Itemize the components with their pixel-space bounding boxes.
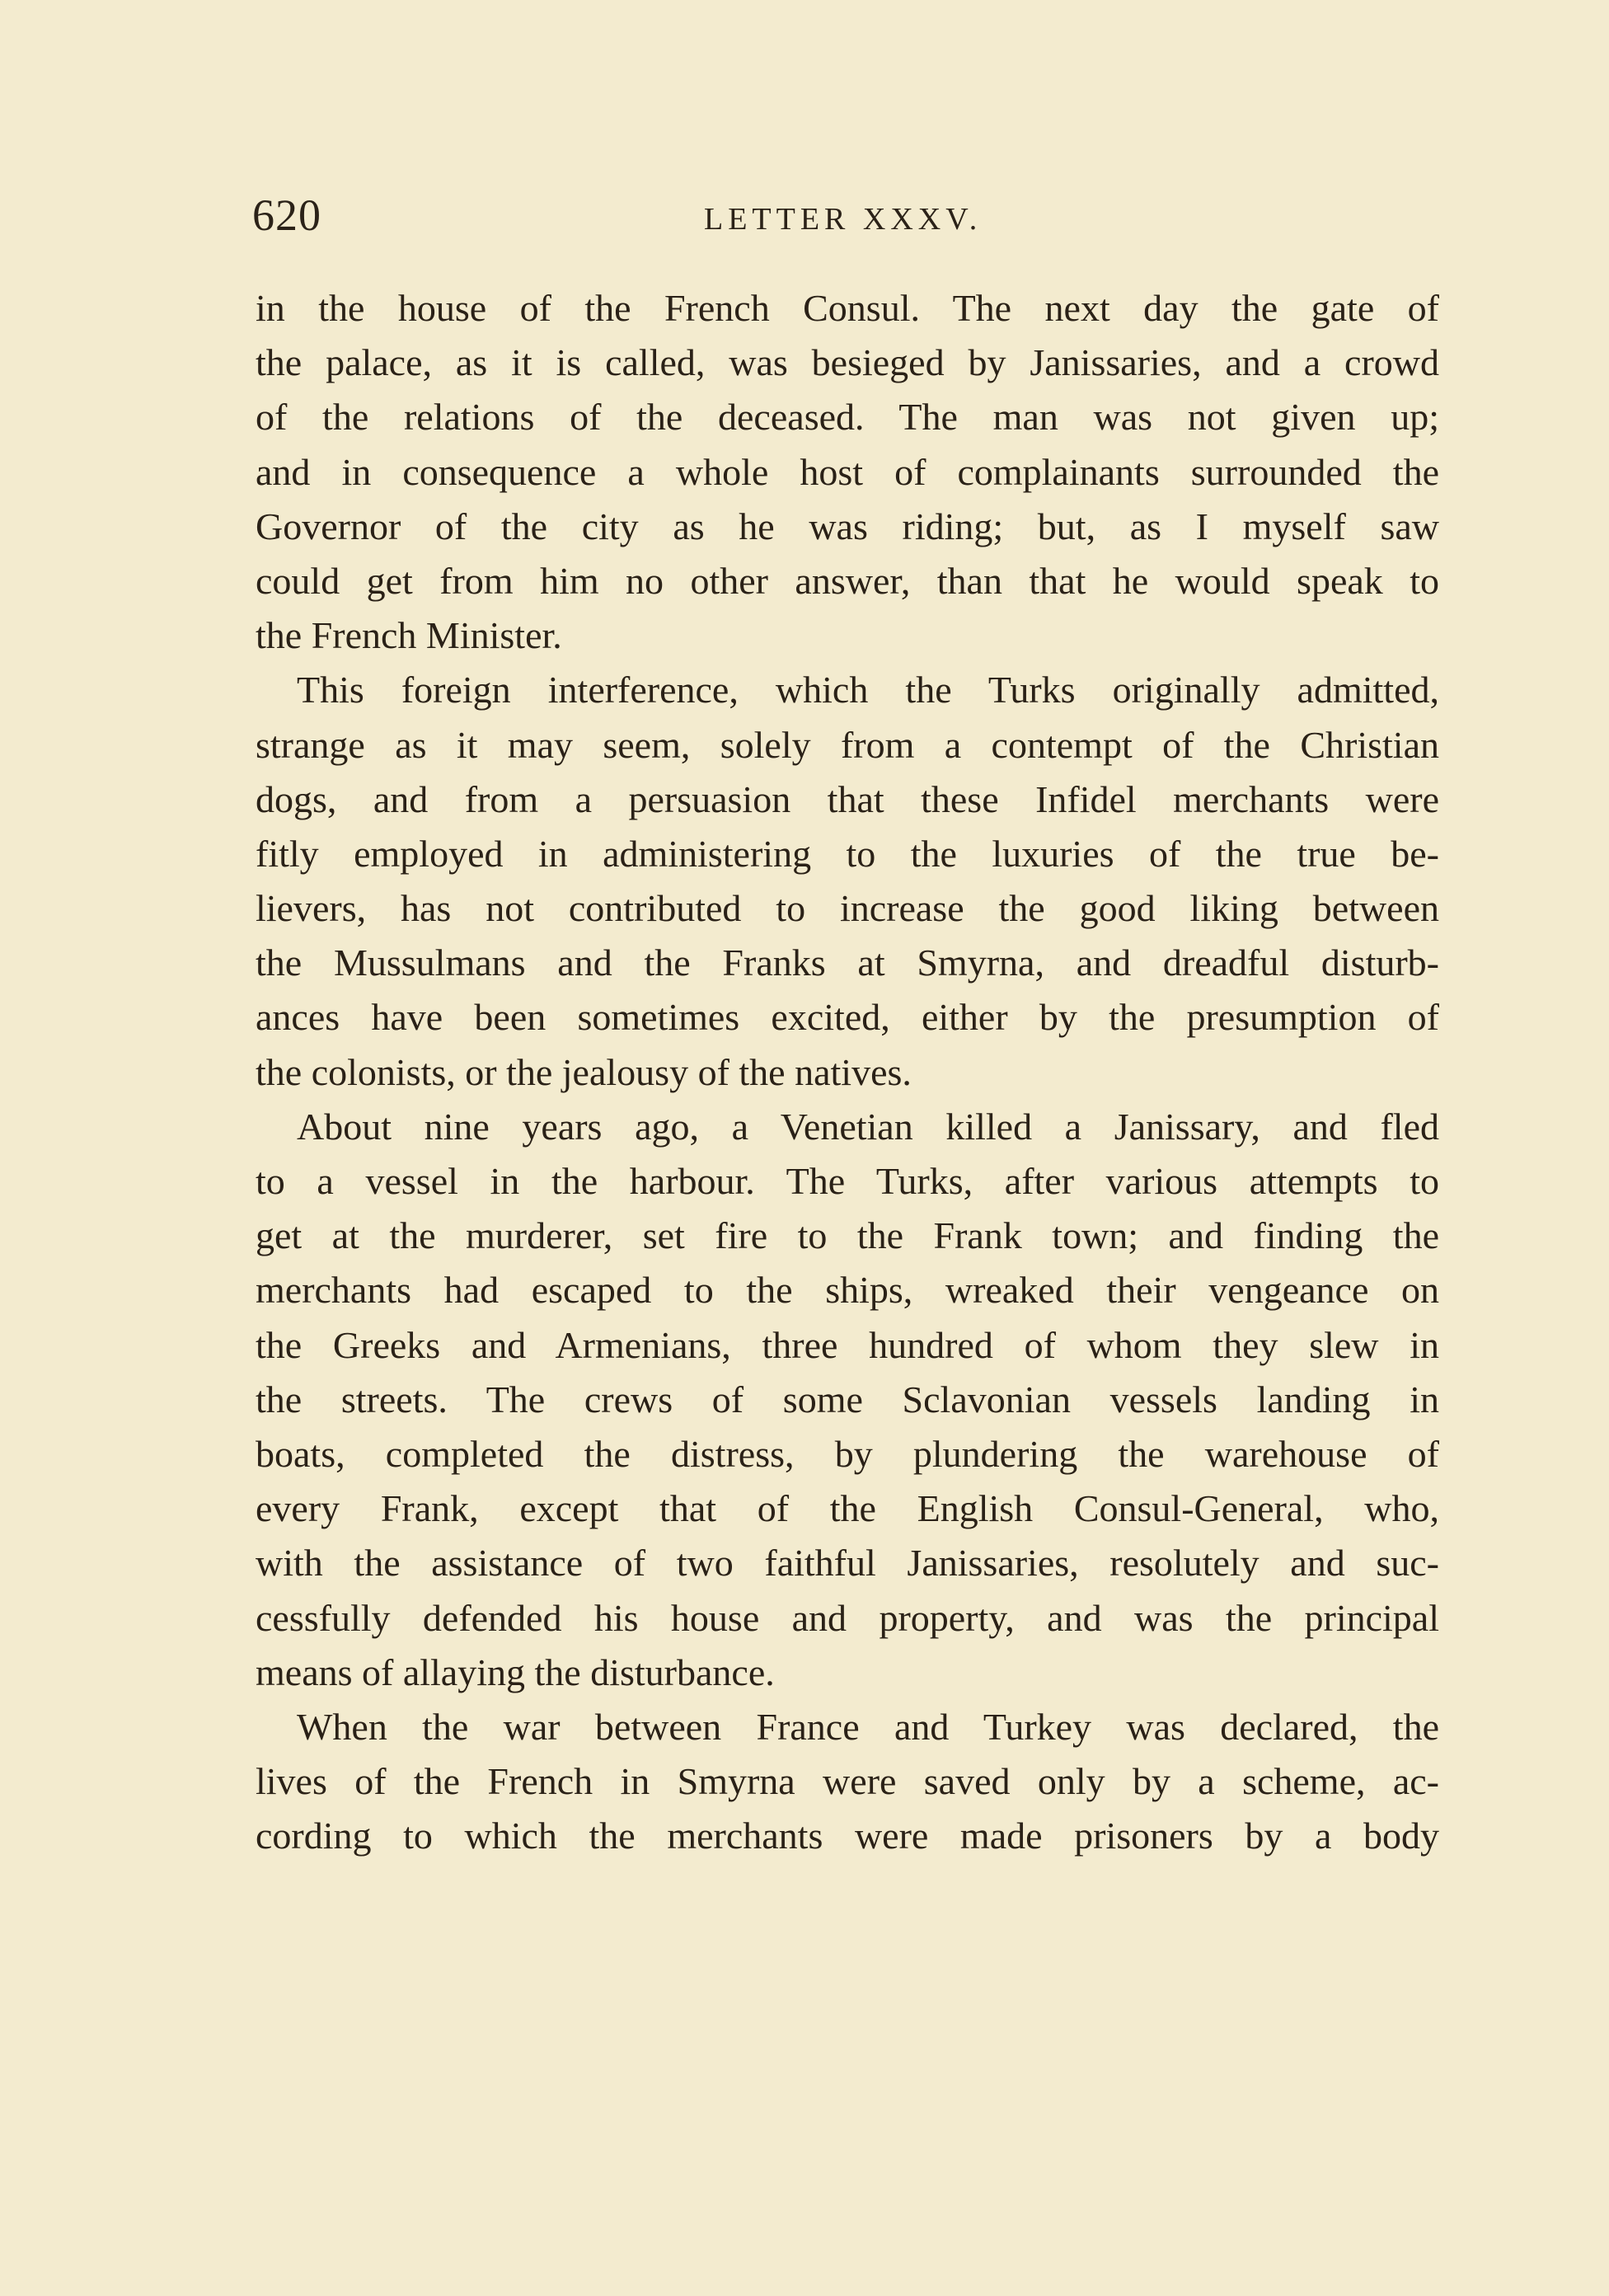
text-line: About nine years ago, a Venetian killed a Janissary, and fled <box>297 1105 1439 1148</box>
text-line: lives of the French in Smyrna were saved only by a scheme, ac- <box>256 1760 1439 1803</box>
text-line: boats, completed the distress, by plundering the warehouse of <box>256 1432 1439 1475</box>
text-line: This foreign interference, which the Turks originally admitted, <box>297 669 1439 711</box>
text-line: merchants had escaped to the ships, wreaked their vengeance on <box>256 1269 1439 1312</box>
text-line: the palace, as it is called, was besieged by Janissaries, and a crowd <box>256 341 1439 384</box>
paragraph-2 <box>256 663 1439 1100</box>
text-line: of the relations of the deceased. The man was not given up; <box>256 396 1439 439</box>
text-line: cording to which the merchants were made prisoners by a body <box>256 1815 1439 1857</box>
text-line: with the assistance of two faithful Janissaries, resolutely and suc- <box>256 1542 1439 1585</box>
page-header <box>252 190 1439 256</box>
text-line: to a vessel in the harbour. The Turks, after various attempts to <box>256 1160 1439 1202</box>
paragraph-1 <box>256 281 1439 663</box>
paragraph-3 <box>256 1100 1439 1700</box>
text-line: strange as it may seem, solely from a contempt of the Christian <box>256 723 1439 766</box>
running-head: LETTER XXXV. <box>704 202 983 237</box>
body-text <box>256 281 1439 1863</box>
text-line: the colonists, or the jealousy of the natives. <box>256 1050 912 1093</box>
text-line: get at the murderer, set fire to the Frank town; and finding the <box>256 1214 1439 1257</box>
text-line: in the house of the French Consul. The next day the gate of <box>256 287 1439 329</box>
text-line: When the war between France and Turkey was declared, the <box>297 1705 1439 1748</box>
text-line: could get from him no other answer, than that he would speak to <box>256 559 1439 602</box>
text-line: cessfully defended his house and property, and was the principal <box>256 1596 1439 1639</box>
text-line: the Greeks and Armenians, three hundred of whom they slew in <box>256 1323 1439 1366</box>
text-line: the French Minister. <box>256 614 562 657</box>
text-line: means of allaying the disturbance. <box>256 1650 775 1693</box>
text-line: lievers, has not contributed to increase the good liking between <box>256 887 1439 930</box>
text-line: Governor of the city as he was riding; but, as I myself saw <box>256 505 1439 547</box>
page-number: 620 <box>252 190 321 240</box>
text-line: and in consequence a whole host of complainants surrounded the <box>256 450 1439 493</box>
paragraph-4 <box>256 1700 1439 1864</box>
text-line: ances have been sometimes excited, either by the presumption of <box>256 996 1439 1039</box>
text-line: fitly employed in administering to the luxuries of the true be- <box>256 832 1439 875</box>
text-line: the Mussulmans and the Franks at Smyrna, and dreadful disturb- <box>256 941 1439 984</box>
text-line: dogs, and from a persuasion that these Infidel merchants were <box>256 777 1439 820</box>
text-line: the streets. The crews of some Sclavonian vessels landing in <box>256 1378 1439 1420</box>
text-line: every Frank, except that of the English Consul-General, who, <box>256 1487 1439 1530</box>
